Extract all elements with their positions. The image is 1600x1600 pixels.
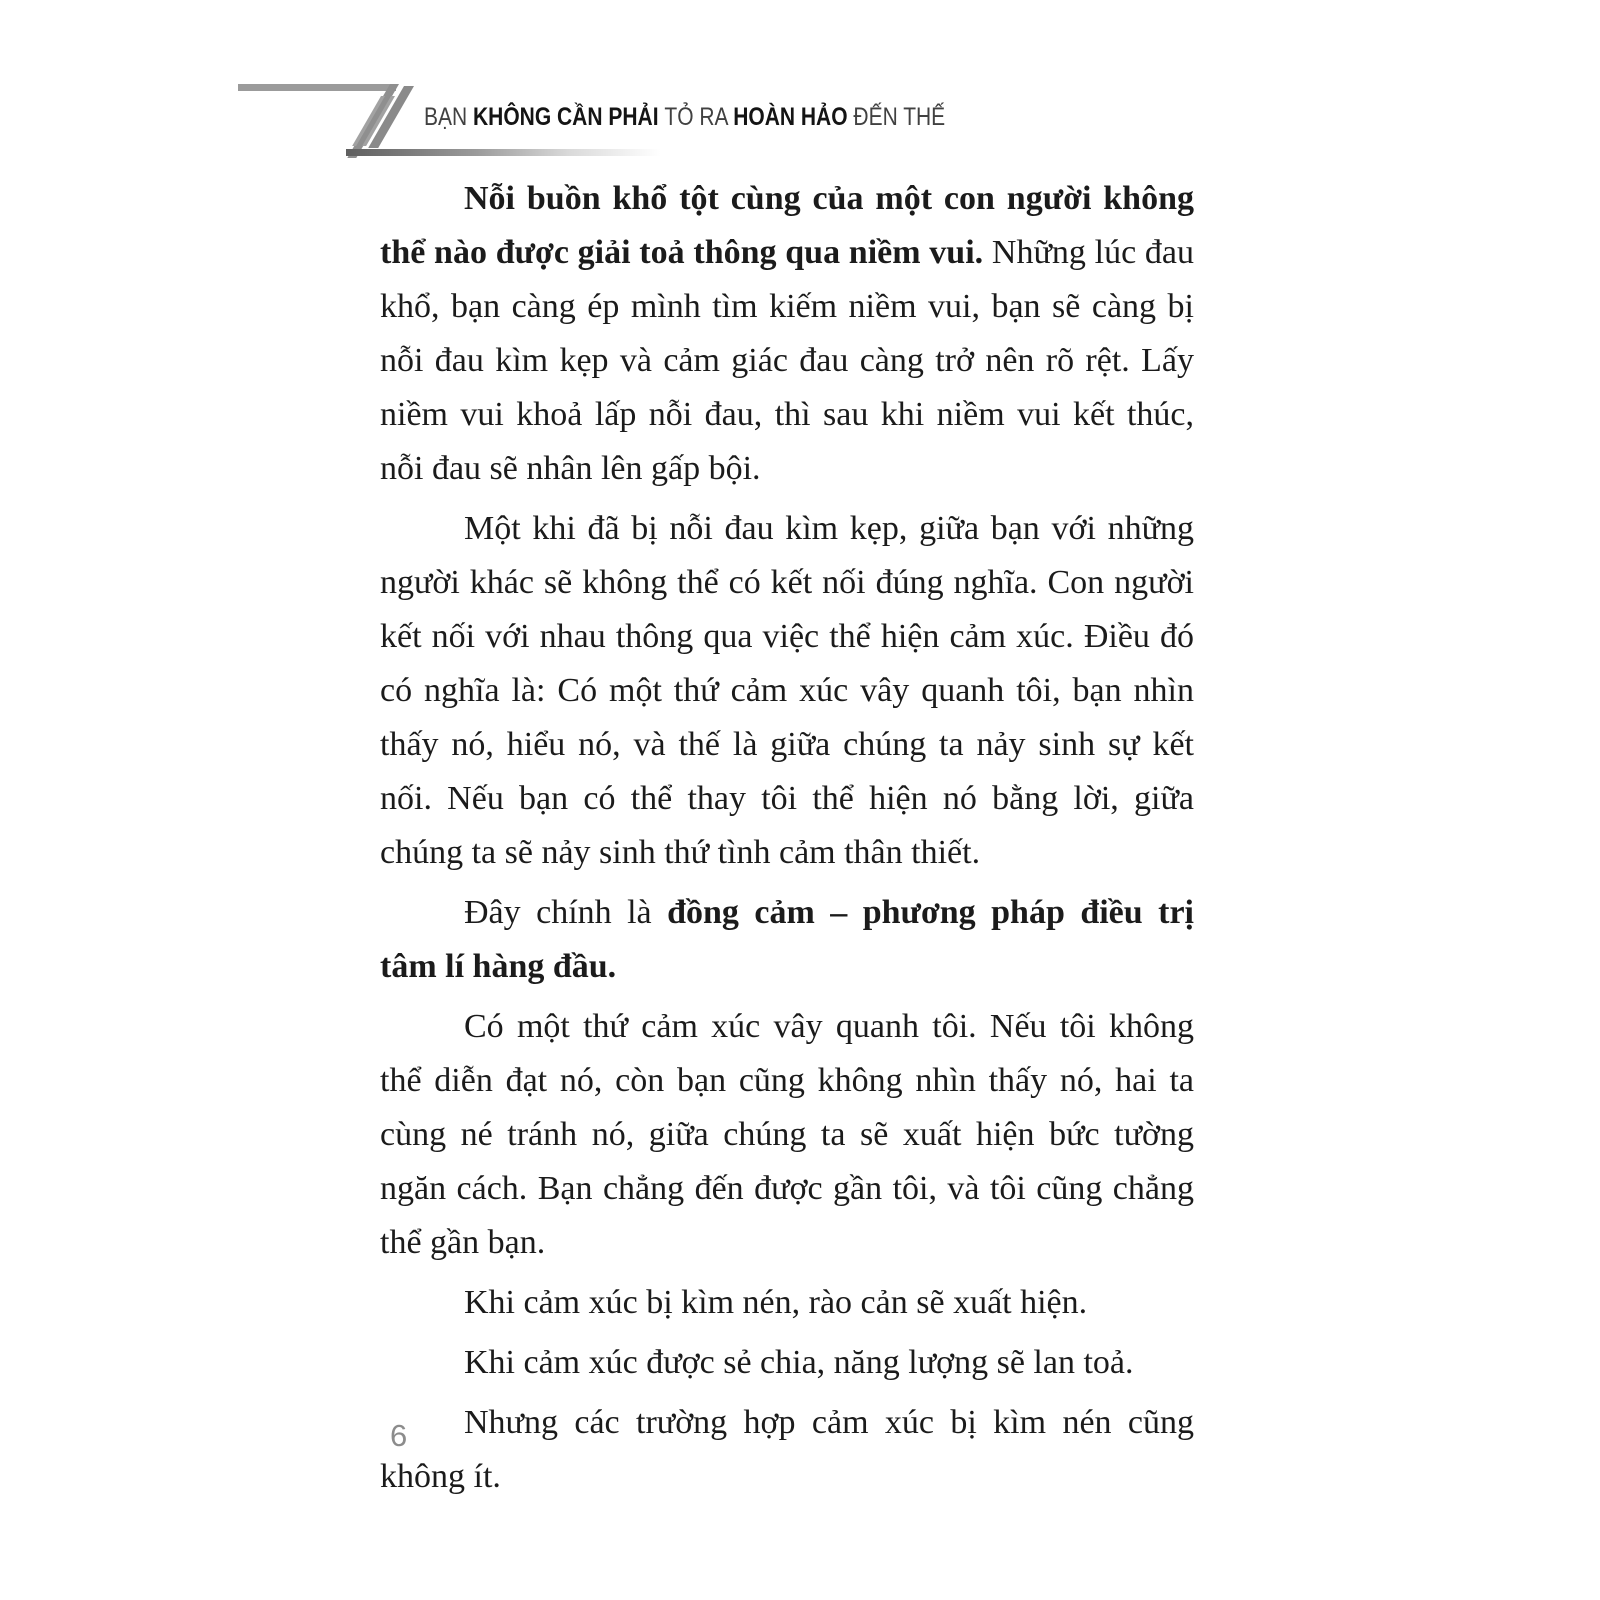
title-segment: TỎ RA xyxy=(664,103,734,131)
text-segment: Nhưng các trường hợp cảm xúc bị kìm nén cũng không ít. xyxy=(380,1404,1194,1495)
title-segment: HOÀN HẢO xyxy=(733,103,854,131)
text-segment: Khi cảm xúc được sẻ chia, năng lượng sẽ lan toả. xyxy=(464,1344,1134,1381)
paragraph xyxy=(380,1276,1194,1330)
text-segment: Có một thứ cảm xúc vây quanh tôi. Nếu tôi không thể diễn đạt nó, còn bạn cũng không nhìn thấy nó, hai ta cùng né tránh nó, giữa chúng ta sẽ xuất hiện bức tường ngăn cách. Bạn chẳng đến được gần tôi, và tôi cũng chẳng thể gần bạn. xyxy=(380,1008,1194,1261)
page-header xyxy=(0,0,1600,180)
text-segment: Khi cảm xúc bị kìm nén, rào cản sẽ xuất hiện. xyxy=(464,1284,1088,1321)
text-segment: Một khi đã bị nỗi đau kìm kẹp, giữa bạn với những người khác sẽ không thể có kết nối đúng nghĩa. Con người kết nối với nhau thông qua việc thể hiện cảm xúc. Điều đó có nghĩa là: Có một thứ cảm xúc vây quanh tôi, bạn nhìn thấy nó, hiểu nó, và thế là giữa chúng ta nảy sinh sự kết nối. Nếu bạn có thể thay tôi thể hiện nó bằng lời, giữa chúng ta sẽ nảy sinh thứ tình cảm thân thiết. xyxy=(380,510,1194,871)
text-segment: Đây chính là xyxy=(464,894,668,931)
header-underline-gradient xyxy=(346,149,716,156)
text-segment: Những lúc đau khổ, bạn càng ép mình tìm kiếm niềm vui, bạn sẽ càng bị nỗi đau kìm kẹp và cảm giác đau càng trở nên rõ rệt. Lấy niềm vui khoả lấp nỗi đau, thì sau khi niềm vui kết thúc, nỗi đau sẽ nhân lên gấp bội. xyxy=(380,234,1194,487)
bold-text-segment: Nỗi buồn khổ tột cùng của một con người không thể nào được giải toả thông qua niềm vui. xyxy=(380,180,1194,271)
paragraph xyxy=(380,1396,1194,1504)
page-body-text xyxy=(380,172,1194,1510)
title-segment: BẠN xyxy=(424,103,474,131)
paragraph xyxy=(380,502,1194,880)
bold-text-segment: đồng cảm – phương pháp điều trị tâm lí hàng đầu. xyxy=(380,894,1195,985)
running-head-title xyxy=(424,102,945,132)
paragraph xyxy=(380,886,1194,994)
title-segment: KHÔNG CẦN PHẢI xyxy=(473,103,665,131)
paragraph xyxy=(380,1336,1194,1390)
page-number: 6 xyxy=(390,1418,408,1453)
paragraph xyxy=(380,1000,1194,1270)
title-segment: ĐẾN THẾ xyxy=(853,103,946,131)
paragraph xyxy=(380,172,1194,496)
logo-stripe-top-bar xyxy=(238,84,396,91)
